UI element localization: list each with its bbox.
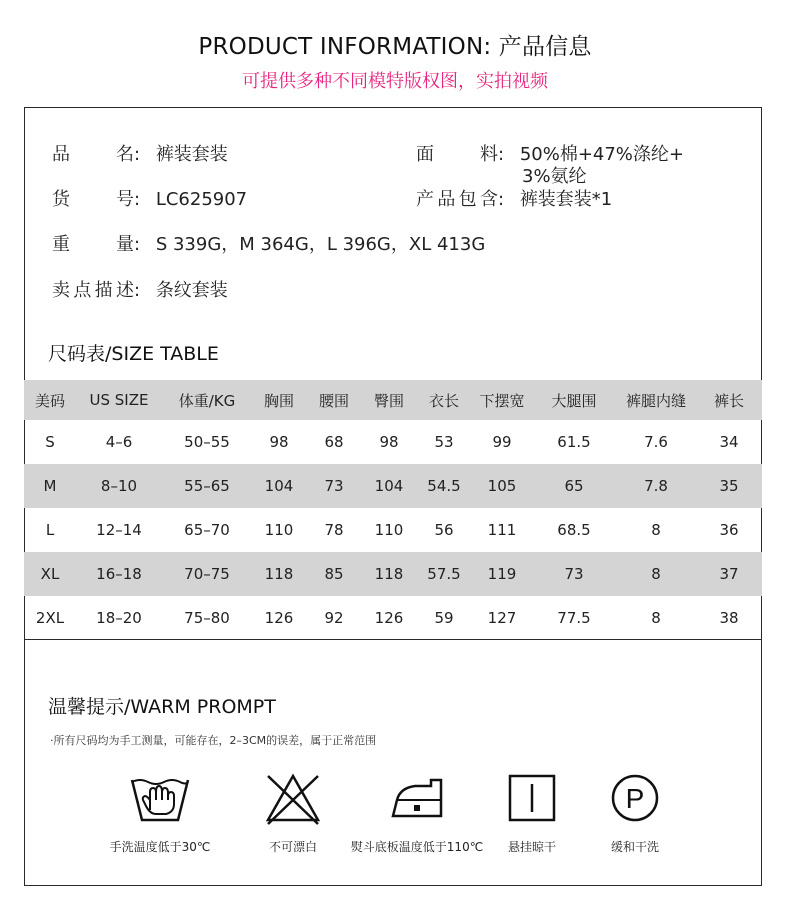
table-cell: 8	[651, 565, 661, 583]
col-header: 衣长	[428, 391, 459, 410]
table-cell: 99	[492, 433, 512, 451]
table-cell: 38	[719, 609, 739, 627]
table-cell: 7.8	[644, 477, 668, 495]
info-name-label: 品名	[52, 144, 134, 165]
table-cell: 98	[379, 433, 399, 451]
info-fabric: 面料: 50%棉+47%涤纶+	[416, 140, 684, 166]
table-cell: 16–18	[96, 565, 142, 583]
table-cell: 7.6	[644, 433, 668, 451]
table-cell: 111	[487, 521, 517, 539]
care-label: 熨斗底板温度低于110℃	[350, 840, 484, 854]
table-cell: 78	[324, 521, 344, 539]
hang-dry-icon	[504, 770, 560, 826]
info-selling: 卖点描述: 条纹套装	[52, 276, 228, 302]
care-label: 不可漂白	[268, 840, 317, 854]
page-subtitle: 可提供多种不同模特版权图，实拍视频	[242, 71, 548, 92]
table-cell: 59	[434, 609, 454, 627]
table-cell: 53	[434, 433, 454, 451]
table-cell: 127	[487, 609, 517, 627]
table-cell: 68	[324, 433, 344, 451]
table-cell: 75–80	[184, 609, 230, 627]
table-cell: 50–55	[184, 433, 230, 451]
table-cell: 104	[264, 477, 294, 495]
table-cell: 12–14	[96, 521, 142, 539]
care-iron	[342, 770, 492, 855]
dry-clean-symbol: P	[625, 783, 645, 814]
table-cell: 2XL	[35, 609, 65, 627]
table-cell: 65–70	[184, 521, 230, 539]
table-cell: 54.5	[427, 477, 461, 495]
table-cell: 8	[651, 609, 661, 627]
info-includes-label: 产品包含	[416, 189, 498, 210]
page-title: PRODUCT INFORMATION: 产品信息	[198, 34, 592, 60]
col-header: 臀围	[373, 391, 404, 410]
table-cell: 104	[374, 477, 404, 495]
size-table	[24, 380, 762, 640]
info-item-no-label: 货号	[52, 189, 134, 210]
info-item-no: 货号: LC625907	[52, 185, 247, 211]
prompt-title: 温馨提示/WARM PROMPT	[48, 696, 276, 718]
no-bleach-icon	[262, 770, 324, 826]
table-cell: 55–65	[184, 477, 230, 495]
info-selling-label: 卖点描述	[52, 280, 134, 301]
dry-clean-icon	[607, 770, 663, 826]
info-selling-value: 条纹套装	[155, 280, 228, 301]
table-cell: 65	[564, 477, 584, 495]
table-cell: 68.5	[557, 521, 591, 539]
table-cell: 18–20	[96, 609, 142, 627]
col-header: 体重/KG	[178, 391, 236, 410]
table-row	[24, 596, 762, 640]
table-cell: 56	[434, 521, 454, 539]
care-dry-clean	[590, 770, 680, 855]
table-cell: L	[45, 521, 55, 539]
table-cell: 73	[324, 477, 344, 495]
col-header: 腰围	[318, 391, 349, 410]
info-fabric-value-line2: 3%氨纶	[522, 166, 587, 187]
info-fabric-value-line1: 50%棉+47%涤纶+	[519, 144, 684, 165]
table-cell: 61.5	[557, 433, 591, 451]
prompt-note: ·所有尺码均为手工测量，可能存在，2–3CM的误差，属于正常范围	[50, 734, 377, 747]
col-header: US SIZE	[89, 391, 149, 409]
table-cell: 110	[374, 521, 404, 539]
table-cell: 85	[324, 565, 344, 583]
section-divider	[24, 639, 762, 640]
col-header: 下摆宽	[479, 391, 525, 410]
table-cell: 126	[374, 609, 404, 627]
info-fabric-label: 面料	[416, 144, 498, 165]
care-label: 悬挂晾干	[507, 840, 556, 854]
table-row	[24, 420, 762, 464]
table-row	[24, 464, 762, 508]
info-includes: 产品包含: 裤装套装*1	[416, 185, 612, 211]
col-header: 胸围	[263, 391, 294, 410]
care-label: 手洗温度低于30℃	[109, 840, 211, 854]
table-cell: 73	[564, 565, 584, 583]
table-cell: 8–10	[100, 477, 138, 495]
table-cell: 98	[269, 433, 289, 451]
hand-wash-icon	[128, 770, 192, 826]
table-cell: M	[43, 477, 57, 495]
info-item-no-value: LC625907	[155, 189, 248, 210]
table-row	[24, 552, 762, 596]
col-header: 大腿围	[551, 391, 597, 410]
info-name: 品名: 裤装套装	[52, 140, 228, 166]
table-cell: 118	[374, 565, 404, 583]
table-cell: 37	[719, 565, 739, 583]
table-cell: S	[45, 433, 55, 451]
col-header: 裤腿内缝	[625, 391, 686, 410]
table-cell: 4–6	[105, 433, 133, 451]
table-cell: 105	[487, 477, 517, 495]
table-cell: 118	[264, 565, 294, 583]
table-cell: 34	[719, 433, 739, 451]
table-row	[24, 508, 762, 552]
info-weight: 重量: S 339G，M 364G，L 396G，XL 413G	[52, 230, 485, 256]
col-header: 美码	[34, 391, 65, 410]
table-cell: 70–75	[184, 565, 230, 583]
care-label: 缓和干洗	[610, 840, 659, 854]
info-weight-label: 重量	[52, 234, 134, 255]
info-includes-value: 裤装套装*1	[519, 189, 613, 210]
care-hang-dry	[486, 770, 578, 855]
table-cell: 110	[264, 521, 294, 539]
info-weight-value: S 339G，M 364G，L 396G，XL 413G	[155, 234, 486, 255]
care-hand-wash	[100, 770, 220, 855]
table-cell: 92	[324, 609, 344, 627]
table-cell: XL	[40, 565, 60, 583]
col-header: 裤长	[713, 391, 744, 410]
table-cell: 36	[719, 521, 739, 539]
size-table-header	[24, 380, 762, 420]
info-name-value: 裤装套装	[155, 144, 228, 165]
table-cell: 77.5	[557, 609, 591, 627]
table-cell: 35	[719, 477, 739, 495]
table-cell: 126	[264, 609, 294, 627]
table-cell: 119	[487, 565, 517, 583]
table-cell: 57.5	[427, 565, 461, 583]
table-cell: 8	[651, 521, 661, 539]
size-table-title: 尺码表/SIZE TABLE	[48, 343, 219, 365]
care-no-bleach	[238, 770, 348, 855]
iron-icon	[387, 770, 447, 826]
